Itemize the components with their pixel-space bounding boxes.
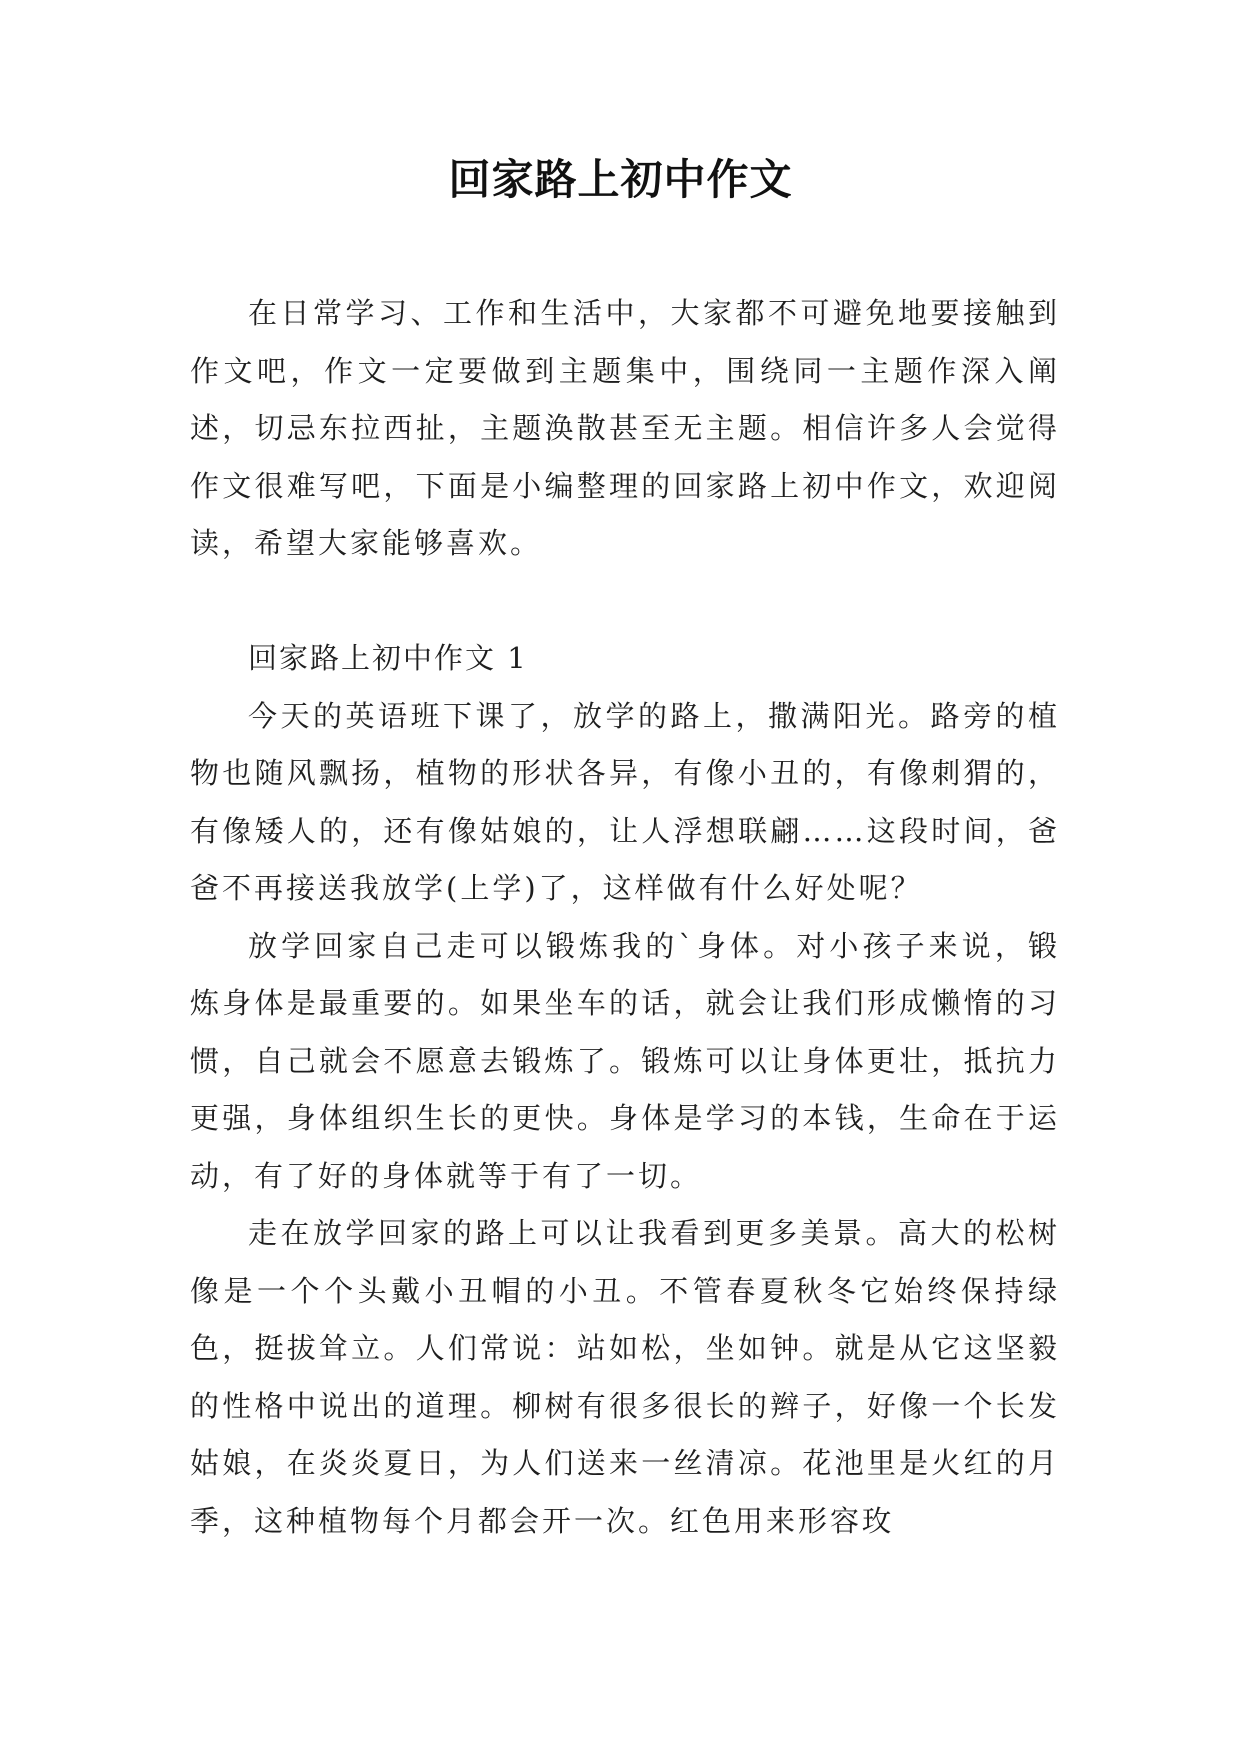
paragraph-spacer bbox=[190, 573, 1060, 631]
document-title: 回家路上初中作文 bbox=[448, 155, 793, 204]
intro-paragraph: 在日常学习、工作和生活中，大家都不可避免地要接触到作文吧，作文一定要做到主题集中，围绕同一主题作深入阐述，切忌东拉西扯，主题涣散甚至无主题。相信许多人会觉得作文很难写吧，下面是小编整理的回家路上初中作文，欢迎阅读，希望大家能够喜欢。 bbox=[190, 296, 1060, 560]
body-paragraph-1: 今天的英语班下课了，放学的路上，撒满阳光。路旁的植物也随风飘扬，植物的形状各异，有像小丑的，有像刺猬的，有像矮人的，还有像姑娘的，让人浮想联翩……这段时间，爸爸不再接送我放学(上学)了，这样做有什么好处呢？ bbox=[190, 698, 1060, 905]
body-paragraph-3: 走在放学回家的路上可以让我看到更多美景。高大的松树像是一个个头戴小丑帽的小丑。不管春夏秋冬它始终保持绿色，挺拔耸立。人们常说：站如松，坐如钟。就是从它这坚毅的性格中说出的道理。柳树有很多很长的辫子，好像一个长发姑娘，在炎炎夏日，为人们送来一丝清凉。花池里是火红的月季，这种植物每个月都会开一次。红色用来形容玫 bbox=[190, 1216, 1060, 1538]
section-heading: 回家路上初中作文 1 bbox=[248, 641, 528, 675]
body-paragraph-2: 放学回家自己走可以锻炼我的`身体。对小孩子来说，锻炼身体是最重要的。如果坐车的话，就会让我们形成懒惰的习惯，自己就会不愿意去锻炼了。锻炼可以让身体更壮，抵抗力更强，身体组织生长的更快。身体是学习的本钱，生命在于运动，有了好的身体就等于有了一切。 bbox=[190, 928, 1060, 1193]
document-body bbox=[190, 285, 1060, 1550]
